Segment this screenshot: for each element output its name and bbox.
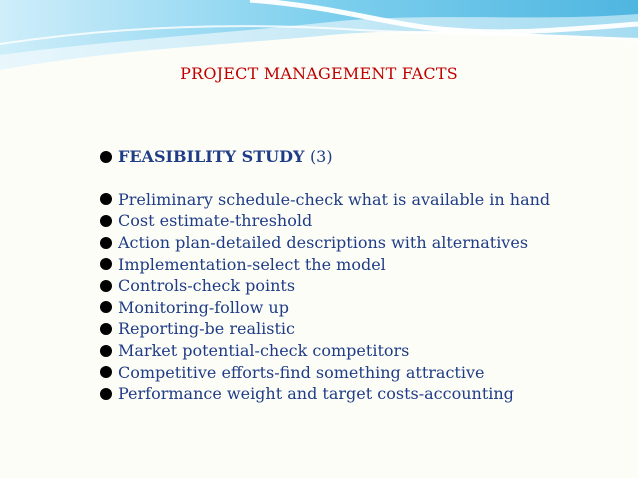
list-item — [100, 232, 620, 254]
bullet-icon — [100, 301, 112, 313]
bullet-icon — [100, 215, 112, 227]
list-item — [100, 297, 620, 319]
bullet-list — [100, 146, 620, 405]
bullet-icon — [100, 388, 112, 400]
bullet-icon — [100, 237, 112, 249]
list-item-text: Monitoring-follow up — [118, 297, 289, 317]
bullet-icon — [100, 323, 112, 335]
list-item — [100, 340, 620, 362]
list-item — [100, 275, 620, 297]
list-item — [100, 253, 620, 275]
list-item — [100, 361, 620, 383]
bullet-icon — [100, 151, 112, 163]
bullet-icon — [100, 345, 112, 357]
list-item — [100, 318, 620, 340]
bullet-icon — [100, 193, 112, 205]
list-item-text: Performance weight and target costs-accounting — [118, 384, 514, 404]
list-item-text: Preliminary schedule-check what is available in hand — [118, 189, 551, 209]
list-item — [100, 189, 620, 211]
heading-label: FEASIBILITY STUDY — [118, 147, 305, 167]
bullet-icon — [100, 258, 112, 270]
list-item-text: Controls-check points — [118, 276, 296, 296]
list-item-text: Competitive efforts-find something attractive — [118, 362, 485, 382]
list-item-text: Implementation-select the model — [118, 254, 386, 274]
feasibility-study-heading — [100, 146, 620, 168]
list-item-text: Action plan-detailed descriptions with alternatives — [118, 233, 529, 253]
slide-title: PROJECT MANAGEMENT FACTS — [180, 64, 458, 83]
heading-number: (3) — [309, 147, 333, 167]
list-item-text: Cost estimate-threshold — [118, 211, 313, 231]
bullet-icon — [100, 366, 112, 378]
list-item — [100, 383, 620, 405]
list-item — [100, 210, 620, 232]
list-item-text: Market potential-check competitors — [118, 341, 410, 361]
list-item-text: Reporting-be realistic — [118, 319, 295, 339]
bullet-icon — [100, 280, 112, 292]
